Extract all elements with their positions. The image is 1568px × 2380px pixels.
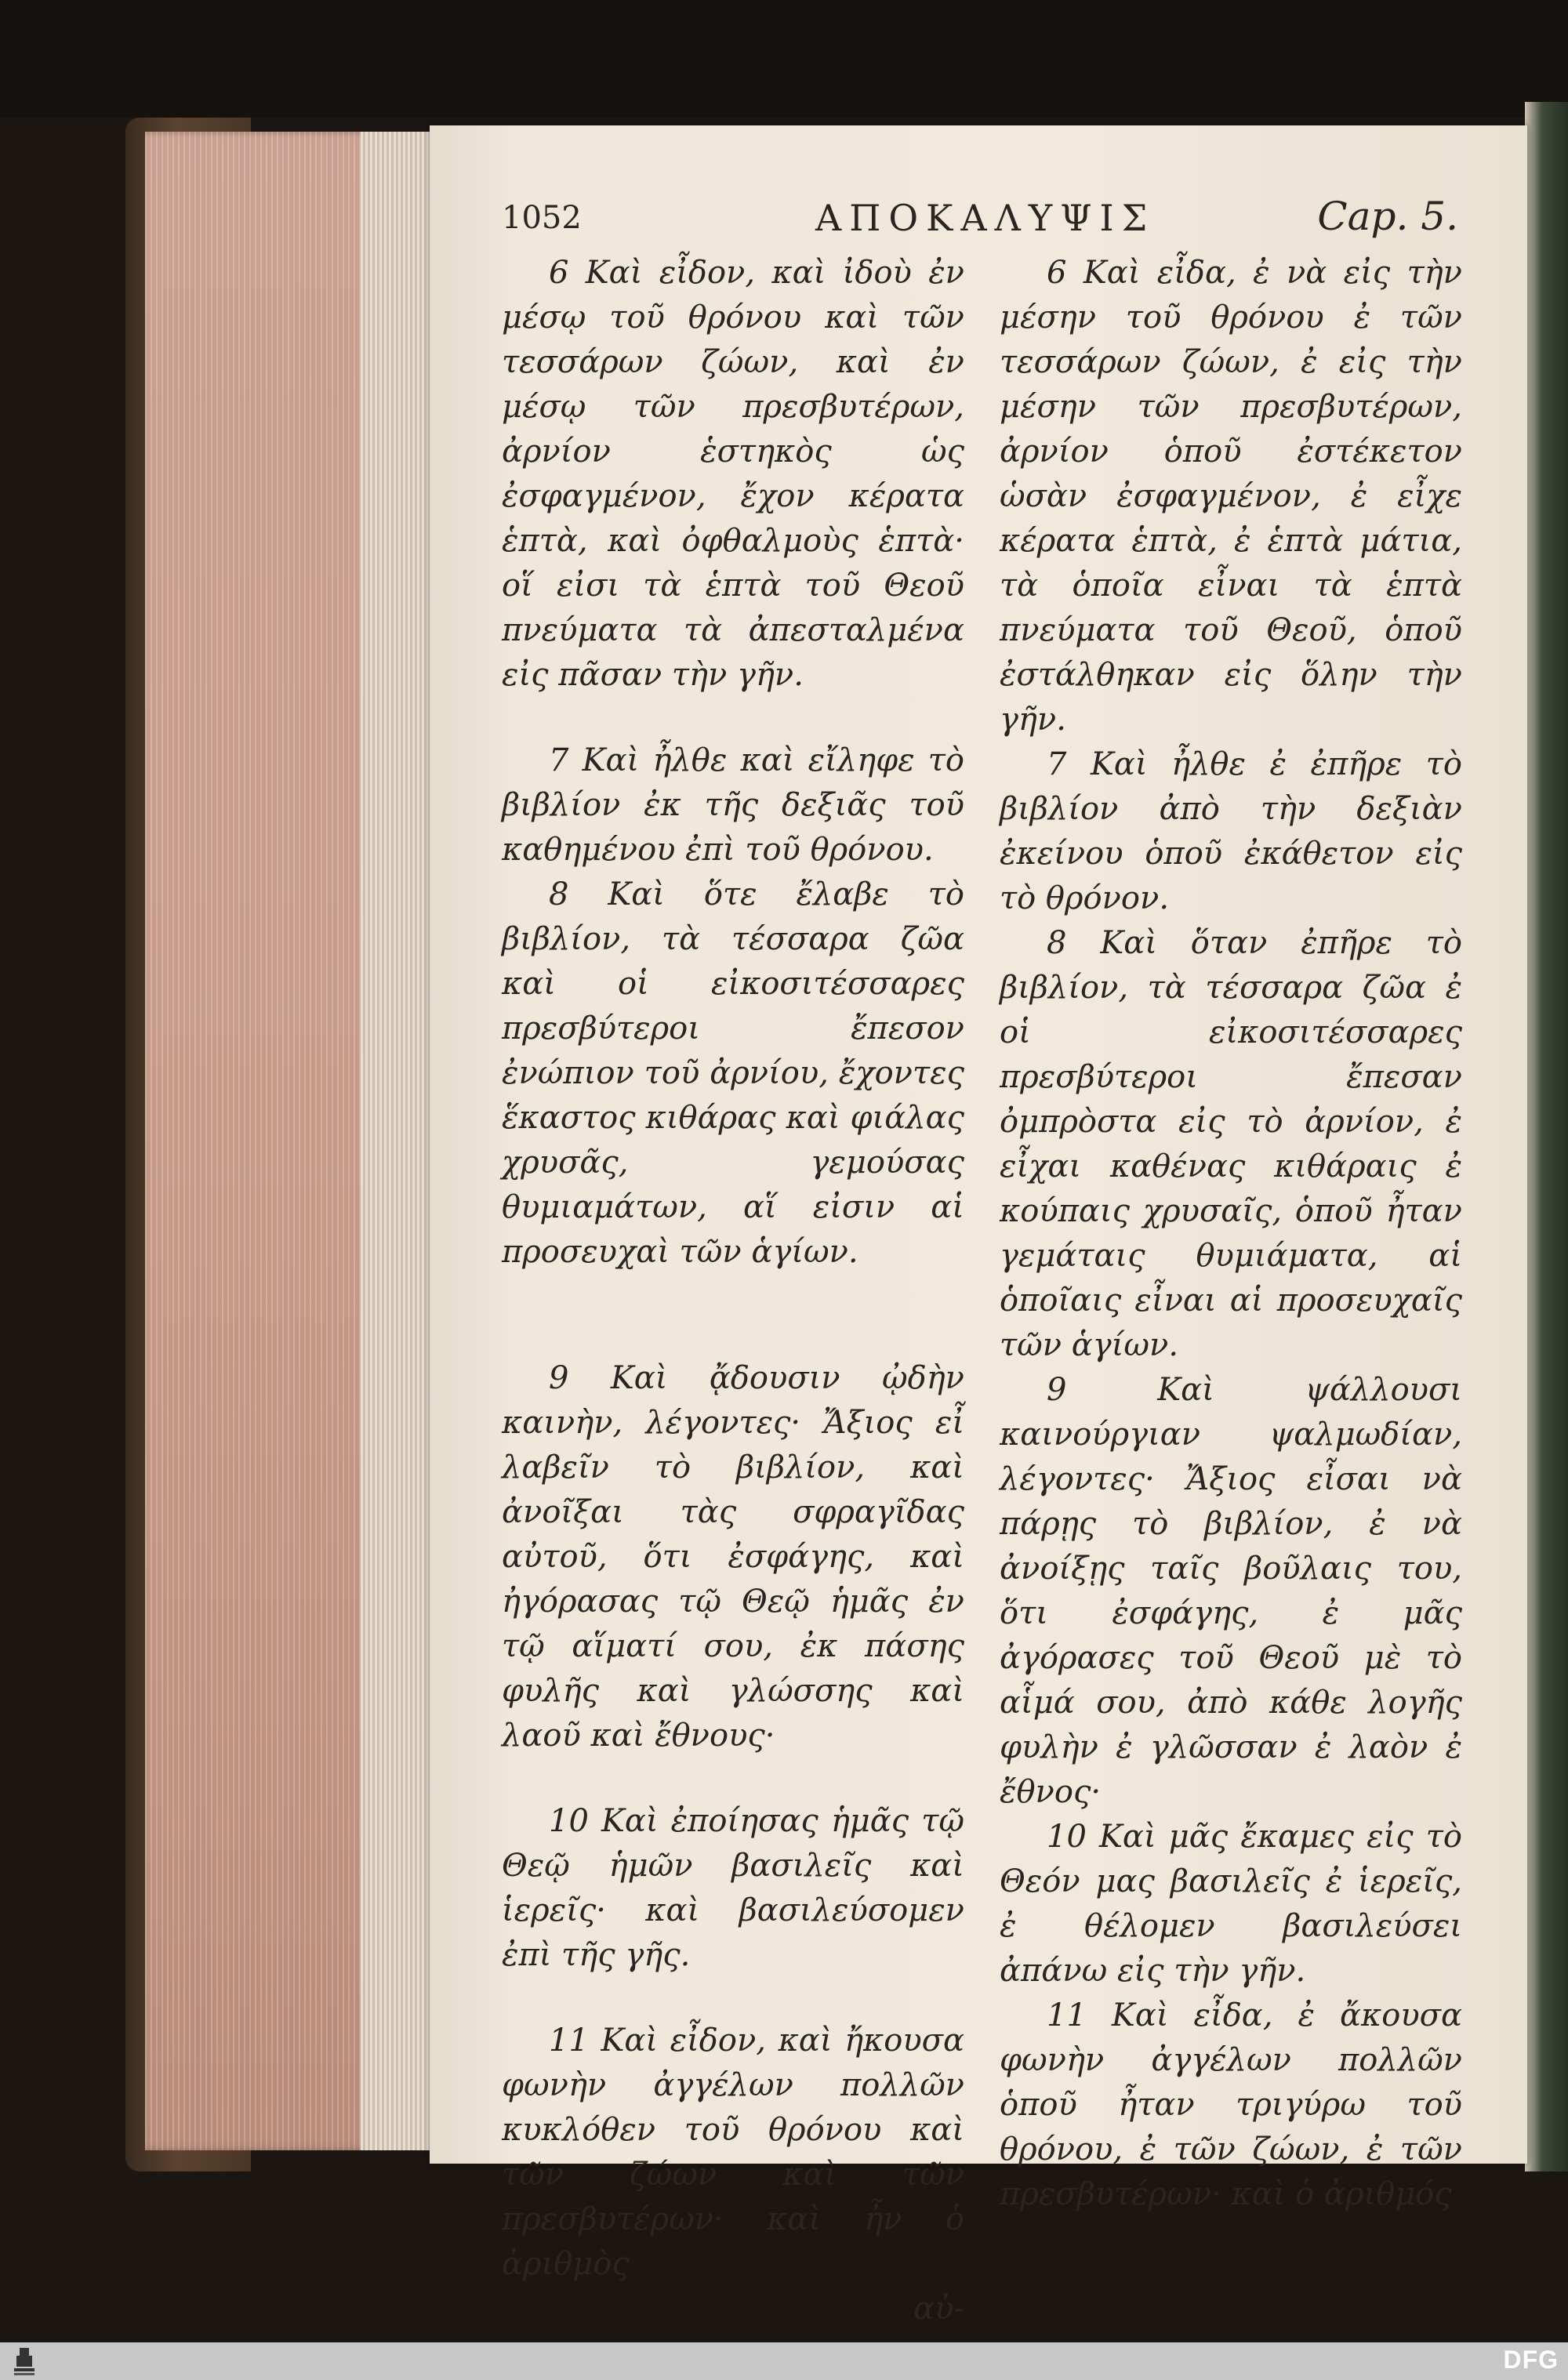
verse-10: 10 Καὶ μᾶς ἔκαμες εἰς τὸ Θεόν μας βασιλεῖς ἐ ἱερεῖς, ἐ θέλομεν βασιλεύσει ἀπάνω εἰς τὴν γῆν. — [1000, 1819, 1462, 1989]
verse-10: 10 Καὶ ἐποίησας ἡμᾶς τῷ Θεῷ ἡμῶν βασιλεῖς καὶ ἱερεῖς· καὶ βασιλεύσομεν ἐπὶ τῆς γῆς. — [502, 1803, 964, 1973]
left-column-greek — [502, 251, 964, 2331]
text-block — [502, 192, 1462, 2327]
right-column-modern-greek — [1000, 251, 1462, 2217]
dfg-logo: DFG — [1503, 2346, 1559, 2374]
verse-6: 6 Καὶ εἶδα, ἐ νὰ εἰς τὴν μέσην τοῦ θρόνου ἐ τῶν τεσσάρων ζώων, ἐ εἰς τὴν μέσην τῶν πρεσβυτέρων, ἀρνίον ὁποῦ ἐστέκετον ὡσὰν ἐσφαγμένον, ἐ εἶχε κέρατα ἑπτὰ, ἐ ἑπτὰ μάτια, τὰ ὁποῖα εἶναι τὰ ἑπτὰ πνεύματα τοῦ Θεοῦ, ὁποῦ ἐστάλθηκαν εἰς ὅλην τὴν γῆν. — [1000, 255, 1462, 738]
verse-7: 7 Καὶ ἦλθε καὶ εἴληφε τὸ βιβλίον ἐκ τῆς δεξιᾶς τοῦ καθημένου ἐπὶ τοῦ θρόνου. — [502, 742, 964, 868]
verse-8: 8 Καὶ ὅτε ἔλαβε τὸ βιβλίον, τὰ τέσσαρα ζῶα καὶ οἱ εἰκοσιτέσσαρες πρεσβύτεροι ἔπεσον ἐνώπιον τοῦ ἀρνίου, ἔχοντες ἕκαστος κιθάρας καὶ φιάλας χρυσᾶς, γεμούσας θυμιαμάτων, αἵ εἰσιν αἱ προσευχαὶ τῶν ἁγίων. — [502, 876, 964, 1270]
book-binding-edge — [1525, 102, 1568, 2171]
verse-8: 8 Καὶ ὅταν ἐπῆρε τὸ βιβλίον, τὰ τέσσαρα ζῶα ἐ οἱ εἰκοσιτέσσαρες πρεσβύτεροι ἔπεσαν ὀμπρὸστα εἰς τὸ ἀρνίον, ἐ εἶχαι καθένας κιθάραις ἐ κούπαις χρυσαῖς, ὁποῦ ἦταν γεμάταις θυμιάματα, αἱ ὁποῖαις εἶναι αἱ προσευχαῖς τῶν ἁγίων. — [1000, 925, 1462, 1363]
verse-6: 6 Καὶ εἶδον, καὶ ἰδοὺ ἐν μέσῳ τοῦ θρόνου καὶ τῶν τεσσάρων ζώων, καὶ ἐν μέσῳ τῶν πρεσβυτέρων, ἀρνίον ἑστηκὸς ὡς ἐσφαγμένον, ἔχον κέρατα ἑπτὰ, καὶ ὀφθαλμοὺς ἑπτὰ· οἵ εἰσι τὰ ἑπτὰ τοῦ Θεοῦ πνεύματα τὰ ἀπεσταλμένα εἰς πᾶσαν τὴν γῆν. — [502, 255, 964, 693]
chapter-label: Cap. 5. — [1317, 194, 1458, 239]
book-title: ΑΠΟΚΑΛΥΨΙΣ — [815, 197, 1156, 239]
page-edges — [145, 132, 431, 2150]
verse-9: 9 Καὶ ψάλλουσι καινούργιαν ψαλμωδίαν, λέγοντες· Ἄξιος εἶσαι νὰ πάρῃς τὸ βιβλίον, ἐ νὰ ἀνοίξῃς ταῖς βοῦλαις του, ὅτι ἐσφάγης, ἐ μᾶς ἀγόρασες τοῦ Θεοῦ μὲ τὸ αἷμά σου, ἀπὸ κάθε λογῆς φυλὴν ἐ γλῶσσαν ἐ λαὸν ἐ ἔθνος· — [1000, 1372, 1462, 1810]
book-page — [430, 125, 1527, 2327]
verse-11: 11 Καὶ εἶδα, ἐ ἄκουσα φωνὴν ἀγγέλων πολλῶν ὁποῦ ἦταν τριγύρω τοῦ θρόνου, ἐ τῶν ζώων, ἐ τῶν πρεσβυτέρων· καὶ ὁ ἀριθμός — [1000, 1997, 1462, 2212]
verse-9: 9 Καὶ ᾄδουσιν ᾠδὴν καινὴν, λέγοντες· Ἄξιος εἶ λαβεῖν τὸ βιβλίον, καὶ ἀνοῖξαι τὰς σφραγῖδας αὐτοῦ, ὅτι ἐσφάγης, καὶ ἠγόρασας τῷ Θεῷ ἡμᾶς ἐν τῷ αἵματί σου, ἐκ πάσης φυλῆς καὶ γλώσσης καὶ λαοῦ καὶ ἔθνους· — [502, 1360, 964, 1754]
verse-7: 7 Καὶ ἦλθε ἐ ἐπῆρε τὸ βιβλίον ἀπὸ τὴν δεξιὰν ἐκείνου ὁποῦ ἐκάθετον εἰς τὸ θρόνον. — [1000, 746, 1462, 916]
library-logo-icon — [9, 2345, 39, 2378]
viewer-footer-bar — [0, 2342, 1568, 2380]
catchword: αὐ- — [913, 2291, 964, 2327]
page-number: 1052 — [502, 200, 582, 236]
verse-11: 11 Καὶ εἶδον, καὶ ἤκουσα φωνὴν ἀγγέλων πολλῶν κυκλόθεν τοῦ θρόνου καὶ τῶν ζώων καὶ τῶν πρεσβυτέρων· καὶ ἦν ὁ ἀριθμὸς — [502, 2023, 964, 2282]
background-top — [0, 0, 1568, 118]
running-head — [502, 192, 1458, 255]
